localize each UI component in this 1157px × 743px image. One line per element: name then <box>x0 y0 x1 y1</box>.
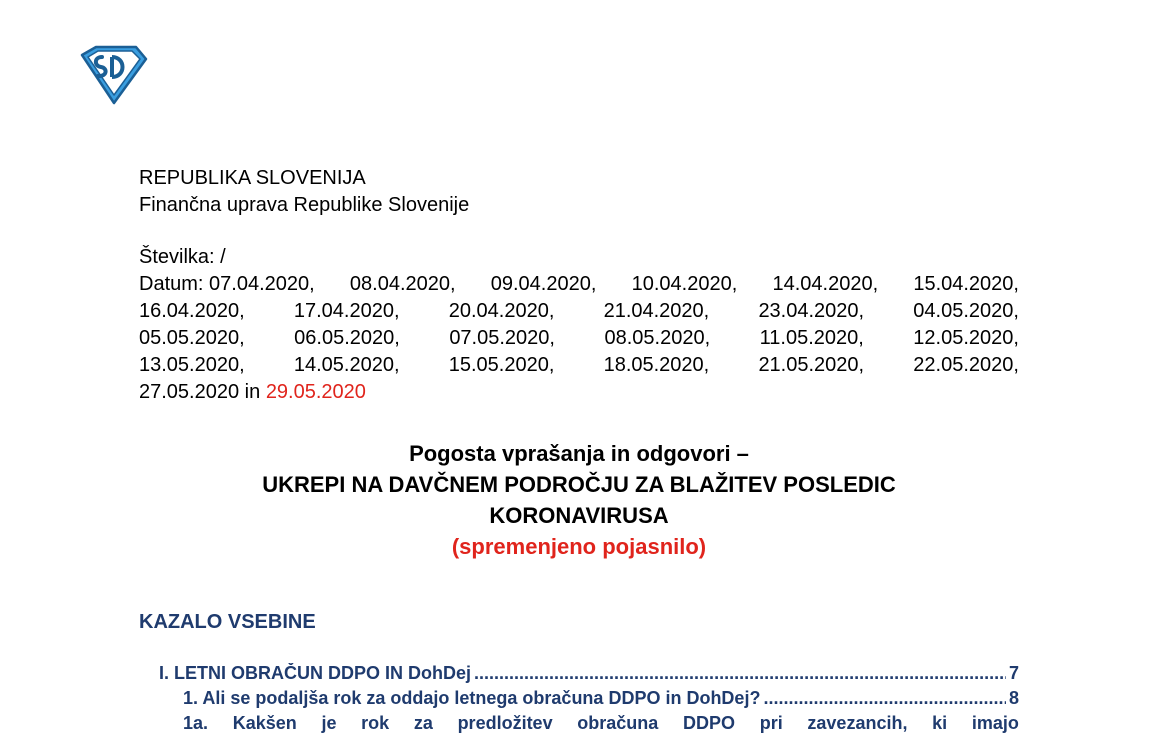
date-value: 05.05.2020, <box>139 327 245 349</box>
toc-word: rok <box>361 713 390 733</box>
date-value: 22.05.2020, <box>913 354 1019 376</box>
date-value: 10.04.2020, <box>631 273 738 295</box>
date-row <box>139 271 1019 298</box>
date-value: 12.05.2020, <box>913 327 1019 349</box>
toc-entry[interactable] <box>159 663 1019 687</box>
toc-entry-page: 7 <box>1008 663 1019 683</box>
toc-word: za <box>413 713 433 733</box>
authority-name: Finančna uprava Republike Slovenije <box>139 194 470 216</box>
date-value: 14.04.2020, <box>772 273 879 295</box>
highlight-date: 29.05.2020 <box>265 381 366 403</box>
date-value: 23.04.2020, <box>758 300 865 322</box>
date-value: 11.05.2020, <box>759 327 864 349</box>
date-row <box>139 298 1019 325</box>
toc-word: DDPO <box>683 713 736 733</box>
date-value: 20.04.2020, <box>448 300 555 322</box>
date-value: 21.04.2020, <box>603 300 710 322</box>
title-line: UKREPI NA DAVČNEM PODROČJU ZA BLAŽITEV POSLEDIC <box>262 472 896 497</box>
date-value: 04.05.2020, <box>913 300 1019 322</box>
dates-block <box>139 271 1019 406</box>
date-value: 21.05.2020, <box>758 354 865 376</box>
toc-word: zavezancih, <box>807 713 908 733</box>
date-value: 14.05.2020, <box>293 354 400 376</box>
toc-word: pri <box>759 713 783 733</box>
date-value: 13.05.2020, <box>139 354 245 376</box>
toc-entry[interactable] <box>183 688 1019 712</box>
document-title <box>139 438 1019 562</box>
document-number: Številka: / <box>139 246 226 268</box>
toc-word: Kakšen <box>232 713 297 733</box>
date-value: 15.05.2020, <box>448 354 555 376</box>
date-row <box>139 325 1019 352</box>
date-value: 16.04.2020, <box>139 300 245 322</box>
date-row-final <box>139 379 1019 406</box>
sd-shield-logo-icon <box>76 45 148 105</box>
title-note: (spremenjeno pojasnilo) <box>451 534 707 559</box>
date-value: 06.05.2020, <box>294 327 400 349</box>
date-value: 08.05.2020, <box>604 327 711 349</box>
date-value: 08.04.2020, <box>349 273 456 295</box>
toc-entry-text: 1. Ali se podaljša rok za oddajo letnega obračuna DDPO in DohDej? <box>183 688 761 708</box>
toc-leader <box>763 688 1006 709</box>
date-value: 15.04.2020, <box>913 273 1019 295</box>
toc-word: obračuna <box>577 713 659 733</box>
toc-word: predložitev <box>457 713 553 733</box>
country-heading: REPUBLIKA SLOVENIJA <box>139 167 366 189</box>
date-connector: in <box>244 381 261 403</box>
toc-word: 1a. <box>183 713 209 733</box>
toc-word: ki <box>932 713 948 733</box>
date-value: 18.05.2020, <box>603 354 710 376</box>
toc-word: je <box>321 713 337 733</box>
toc-heading: KAZALO VSEBINE <box>139 611 316 633</box>
toc-leader <box>474 663 1006 684</box>
date-row <box>139 352 1019 379</box>
toc-entry-partial[interactable] <box>183 713 1019 734</box>
title-line: Pogosta vprašanja in odgovori – <box>409 441 749 466</box>
date-value: 27.05.2020 <box>139 381 240 403</box>
toc-word: imajo <box>971 713 1019 733</box>
date-value: 09.04.2020, <box>490 273 597 295</box>
toc-entry-text: I. LETNI OBRAČUN DDPO IN DohDej <box>159 663 472 683</box>
title-line: KORONAVIRUSA <box>489 503 669 528</box>
date-label: Datum: 07.04.2020, <box>139 273 315 295</box>
date-value: 17.04.2020, <box>293 300 400 322</box>
date-value: 07.05.2020, <box>449 327 555 349</box>
toc-entry-page: 8 <box>1008 688 1019 708</box>
